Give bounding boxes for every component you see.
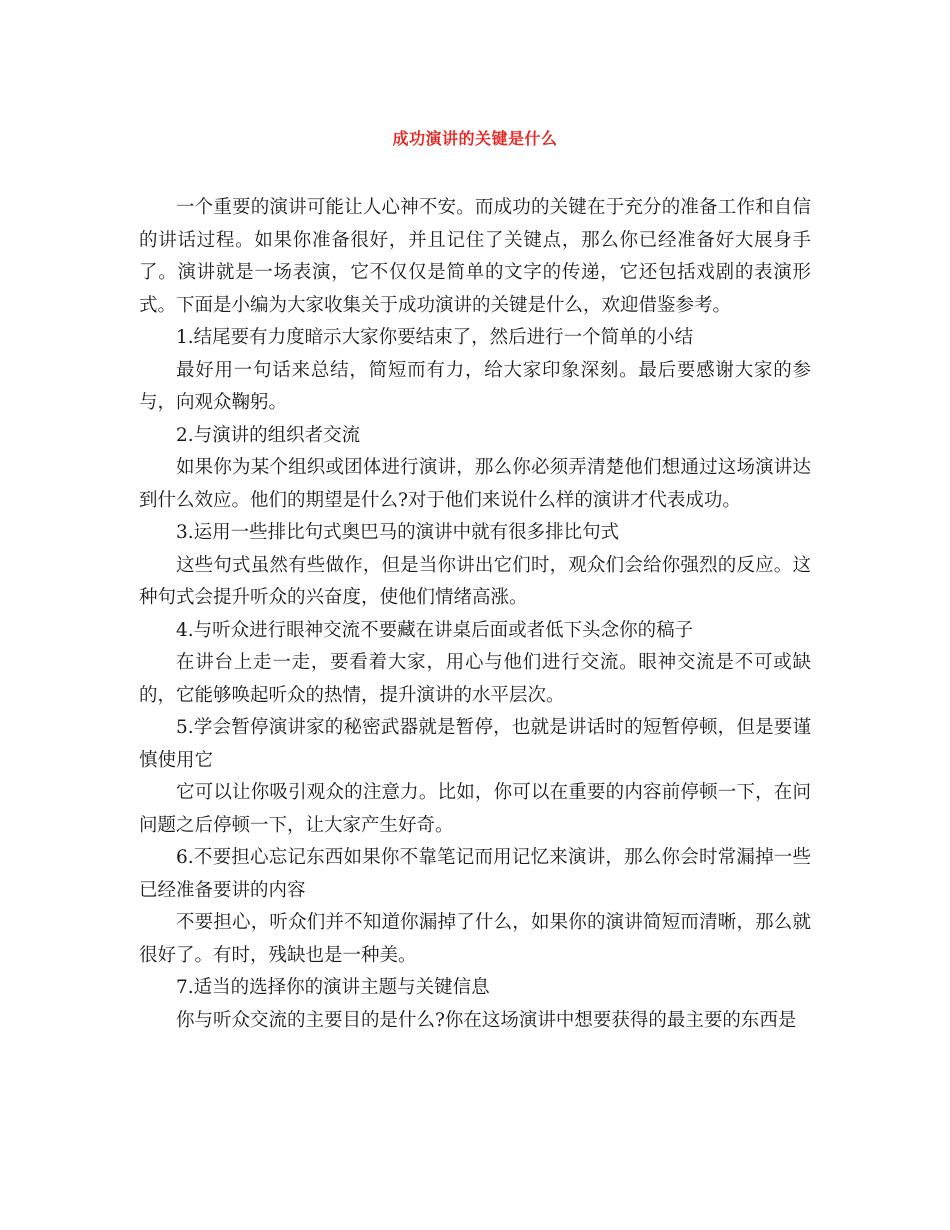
- paragraph-2: 如果你为某个组织或团体进行演讲，那么你必须弄清楚他们想通过这场演讲达到什么效应。他们的期望是什么?对于他们来说什么样的演讲才代表成功。: [139, 457, 811, 511]
- document-body: [139, 192, 811, 1037]
- paragraph-4: 在讲台上走一走，要看着大家，用心与他们进行交流。眼神交流是不可或缺的，它能够唤起听众的热情，提升演讲的水平层次。: [139, 652, 811, 706]
- paragraph-3: 这些句式虽然有些做作，但是当你讲出它们时，观众们会给你强烈的反应。这种句式会提升听众的兴奋度，使他们情绪高涨。: [139, 554, 811, 608]
- heading-3: 3.运用一些排比句式奥巴马的演讲中就有很多排比句式: [176, 522, 620, 543]
- paragraph-1: 最好用一句话来总结，简短而有力，给大家印象深刻。最后要感谢大家的参与，向观众鞠躬。: [139, 359, 811, 413]
- paragraph-5: 它可以让你吸引观众的注意力。比如，你可以在重要的内容前停顿一下，在问问题之后停顿一下，让大家产生好奇。: [139, 782, 811, 836]
- heading-2: 2.与演讲的组织者交流: [176, 424, 361, 446]
- heading-5: 5.学会暂停演讲家的秘密武器就是暂停，也就是讲话时的短暂停顿，但是要谨慎使用它: [139, 717, 811, 771]
- paragraph-7: 你与听众交流的主要目的是什么?你在这场演讲中想要获得的最主要的东西是: [176, 1009, 797, 1031]
- heading-1: 1.结尾要有力度暗示大家你要结束了，然后进行一个简单的小结: [176, 327, 694, 348]
- heading-4: 4.与听众进行眼神交流不要藏在讲桌后面或者低下头念你的稿子: [176, 619, 694, 641]
- heading-6: 6.不要担心忘记东西如果你不靠笔记而用记忆来演讲，那么你会时常漏掉一些已经准备要讲的内容: [139, 847, 811, 901]
- paragraph-intro: 一个重要的演讲可能让人心神不安。而成功的关键在于充分的准备工作和自信的讲话过程。如果你准备很好，并且记住了关键点，那么你已经准备好大展身手了。演讲就是一场表演，它不仅仅是简单的文字的传递，它还包括戏剧的表演形式。下面是小编为大家收集关于成功演讲的关键是什么，欢迎借鉴参考。: [139, 197, 811, 316]
- paragraph-6: 不要担心，听众们并不知道你漏掉了什么，如果你的演讲简短而清晰，那么就很好了。有时，残缺也是一种美。: [139, 912, 811, 966]
- heading-7: 7.适当的选择你的演讲主题与关键信息: [176, 977, 490, 998]
- document-title: 成功演讲的关键是什么: [392, 129, 558, 148]
